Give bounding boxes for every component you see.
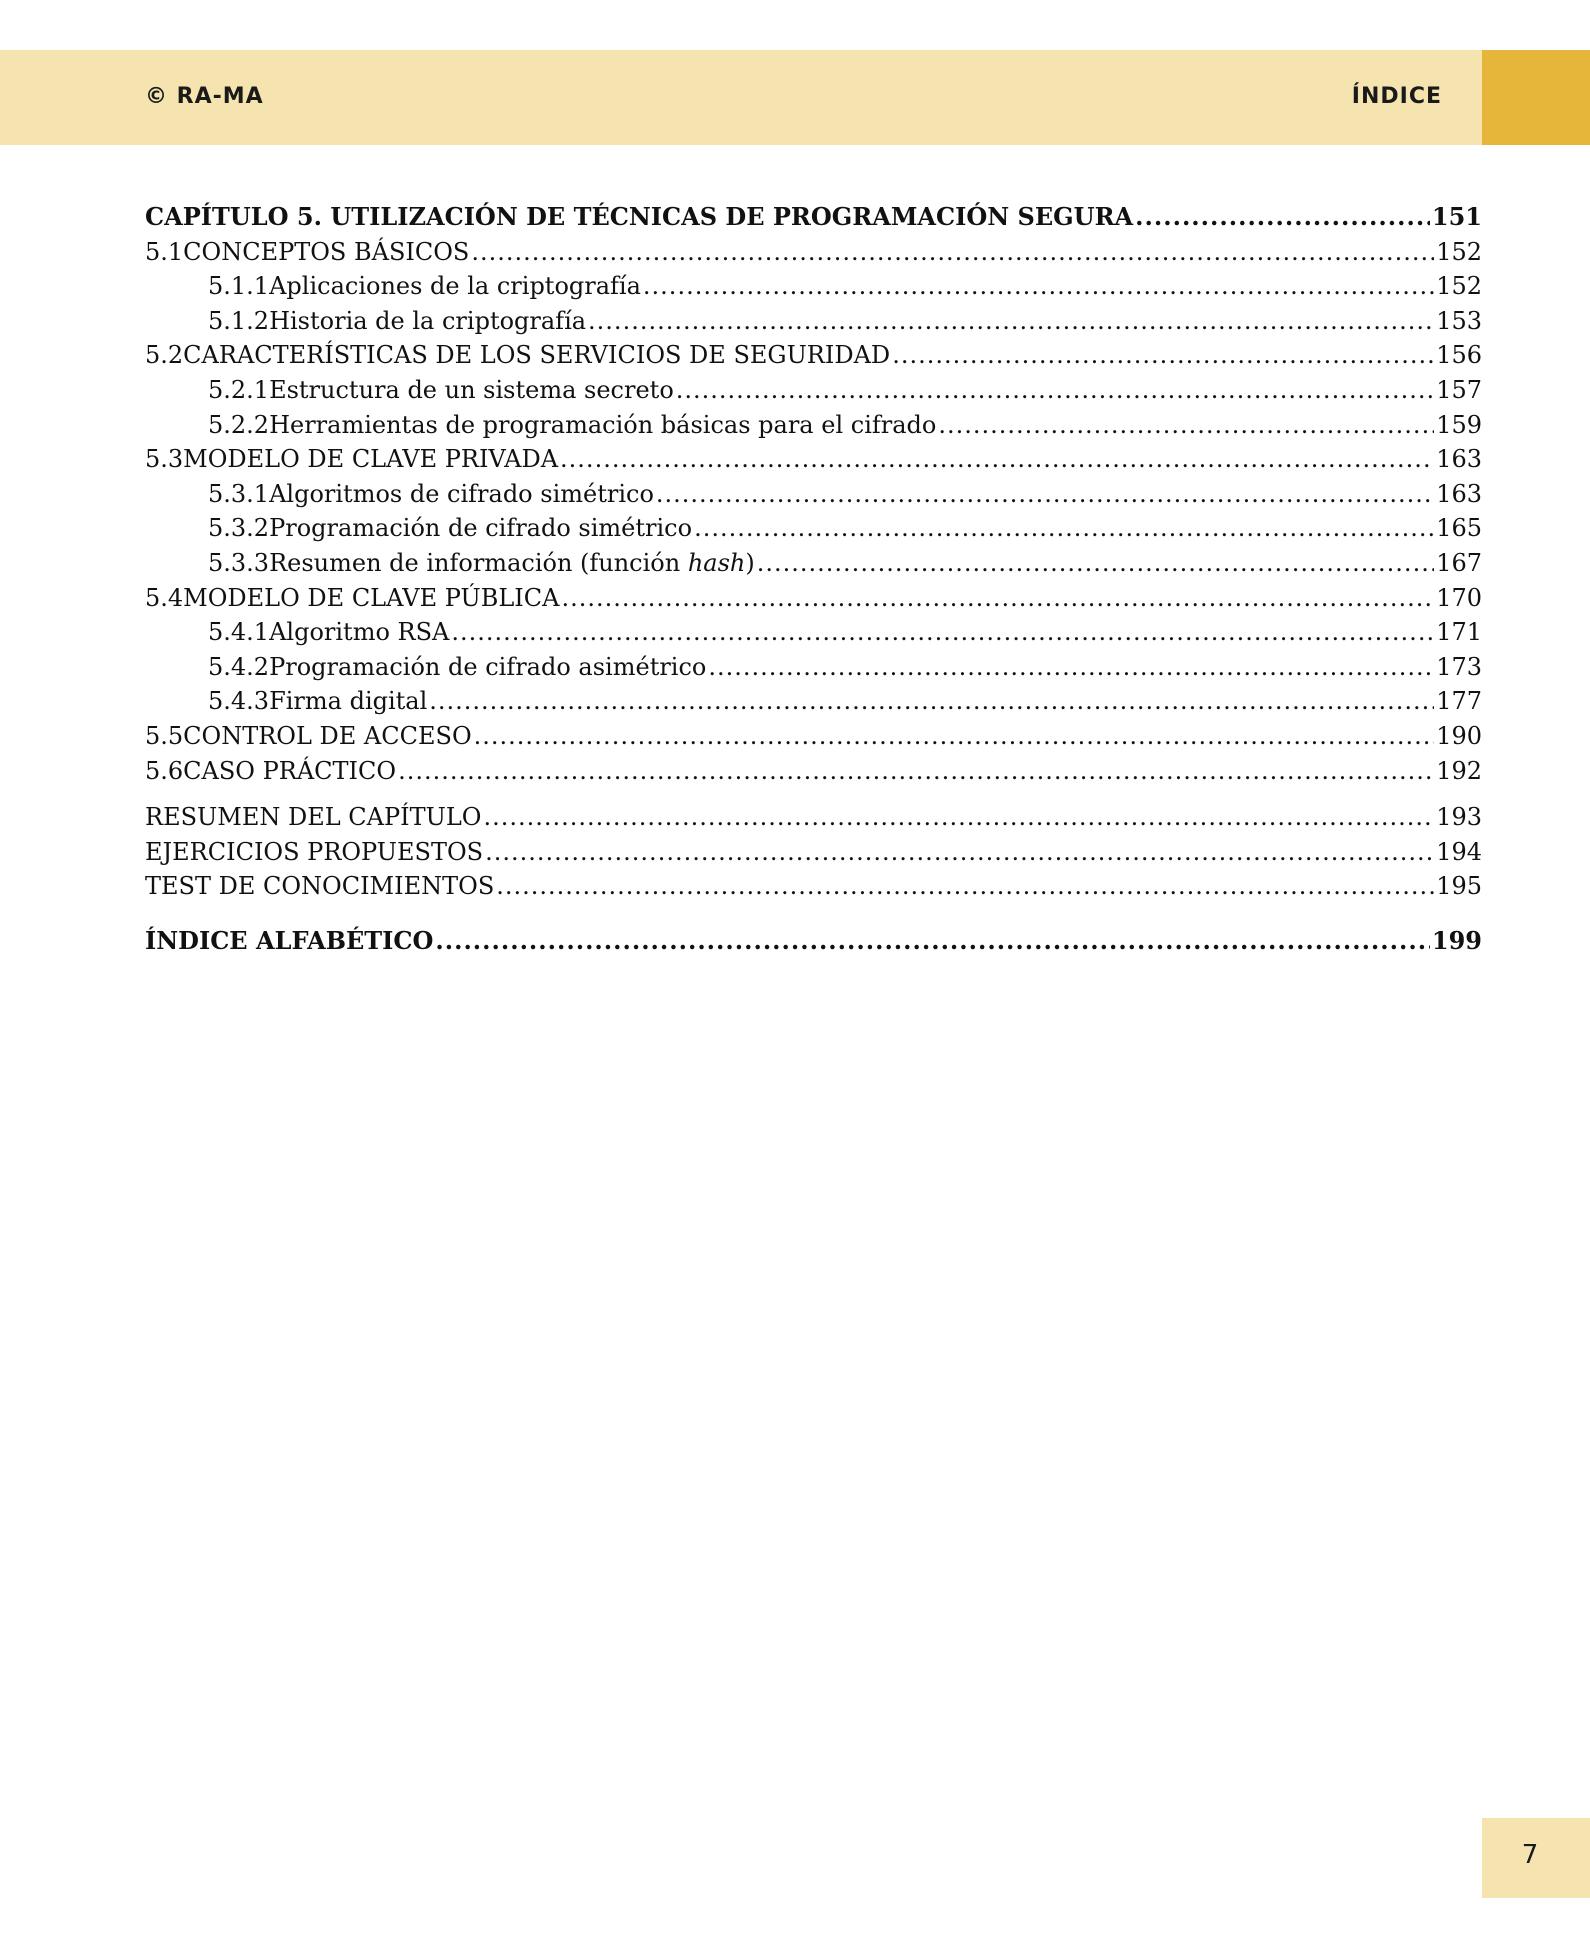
dot-leader — [694, 511, 1434, 546]
toc-entry-5-2-1[interactable] — [145, 373, 1482, 408]
toc-title: Herramientas de programación básicas para el cifrado — [269, 410, 937, 439]
dot-leader — [588, 304, 1434, 339]
toc-title: Historia de la criptografía — [269, 306, 587, 335]
toc-title: Algoritmo RSA — [269, 618, 450, 647]
toc-number: 5.4.2 — [208, 652, 270, 681]
toc-page: 194 — [1436, 837, 1482, 866]
toc-entry-5-4-3[interactable] — [145, 684, 1482, 719]
toc-entry-resumen[interactable] — [145, 800, 1482, 835]
toc-title: RESUMEN DEL CAPÍTULO — [145, 803, 482, 832]
dot-leader — [656, 477, 1434, 512]
dot-leader — [451, 615, 1434, 650]
toc-page: 165 — [1436, 514, 1482, 543]
toc-page: 171 — [1436, 618, 1482, 647]
toc-page: 163 — [1436, 445, 1482, 474]
toc-page: 170 — [1436, 583, 1482, 612]
toc-entry-5-6[interactable] — [145, 754, 1482, 789]
page-number: 7 — [1521, 1840, 1539, 1870]
toc-page: 159 — [1436, 410, 1482, 439]
toc-entry-5-3[interactable] — [145, 442, 1482, 477]
toc-entry-ejercicios[interactable] — [145, 835, 1482, 870]
toc-number: 5.3.1 — [208, 479, 270, 508]
toc-page: 173 — [1436, 652, 1482, 681]
toc-entry-5-4[interactable] — [145, 581, 1482, 616]
toc-number: 5.4.3 — [208, 687, 270, 716]
toc-page: 156 — [1436, 341, 1482, 370]
toc-page: 177 — [1436, 687, 1482, 716]
header-accent-block — [1482, 50, 1590, 145]
publisher-label: © RA-MA — [145, 84, 264, 109]
toc-title: Programación de cifrado simétrico — [269, 514, 693, 543]
toc-title: ÍNDICE ALFABÉTICO — [145, 925, 434, 955]
toc-entry-indice-alfabetico[interactable] — [145, 924, 1482, 959]
toc-title: TEST DE CONOCIMIENTOS — [145, 872, 495, 901]
toc-number: 5.3 — [145, 445, 184, 474]
toc-page: 163 — [1436, 479, 1482, 508]
dot-leader — [429, 684, 1434, 719]
toc-title: MODELO DE CLAVE PÚBLICA — [183, 583, 560, 612]
toc-number: 5.6 — [145, 756, 184, 785]
toc-title-part: Resumen de información (función — [269, 548, 688, 577]
toc-entry-5-4-1[interactable] — [145, 615, 1482, 650]
dot-leader — [496, 869, 1434, 904]
toc-number: 5.2 — [145, 341, 184, 370]
table-of-contents — [145, 200, 1482, 958]
toc-number: 5.3.3 — [208, 548, 270, 577]
toc-title: CASO PRÁCTICO — [183, 756, 397, 785]
toc-number: 5.2.1 — [208, 375, 270, 404]
dot-leader — [483, 800, 1434, 835]
dot-leader — [1135, 200, 1430, 235]
toc-chapter-heading[interactable] — [145, 200, 1482, 235]
dot-leader — [892, 338, 1434, 373]
toc-title: Programación de cifrado asimétrico — [269, 652, 707, 681]
toc-number: 5.4.1 — [208, 618, 270, 647]
toc-entry-5-3-2[interactable] — [145, 511, 1482, 546]
toc-number: 5.1 — [145, 237, 184, 266]
dot-leader — [708, 650, 1434, 685]
toc-entry-5-4-2[interactable] — [145, 650, 1482, 685]
toc-title-end: ) — [745, 548, 755, 577]
dot-leader — [938, 408, 1434, 443]
toc-title: CARACTERÍSTICAS DE LOS SERVICIOS DE SEGURIDAD — [183, 341, 891, 370]
toc-title-italic: hash — [687, 548, 746, 577]
toc-title: Firma digital — [269, 687, 428, 716]
toc-title: CONTROL DE ACCESO — [183, 721, 472, 750]
toc-page: 152 — [1436, 237, 1482, 266]
toc-page: 167 — [1436, 548, 1482, 577]
toc-page: 190 — [1436, 721, 1482, 750]
toc-title: Algoritmos de cifrado simétrico — [269, 479, 654, 508]
toc-title: MODELO DE CLAVE PRIVADA — [183, 445, 559, 474]
dot-leader — [398, 754, 1434, 789]
toc-page: 151 — [1431, 202, 1482, 231]
dot-leader — [471, 235, 1434, 270]
toc-title: Aplicaciones de la criptografía — [269, 272, 641, 301]
toc-title: EJERCICIOS PROPUESTOS — [145, 837, 484, 866]
toc-title: CONCEPTOS BÁSICOS — [183, 237, 470, 266]
toc-number: 5.5 — [145, 721, 184, 750]
toc-page: 199 — [1431, 925, 1482, 955]
toc-number: 5.1.2 — [208, 306, 270, 335]
toc-number: 5.4 — [145, 583, 184, 612]
dot-leader — [560, 442, 1434, 477]
toc-page: 193 — [1436, 803, 1482, 832]
toc-page: 153 — [1436, 306, 1482, 335]
toc-entry-5-1[interactable] — [145, 235, 1482, 270]
toc-entry-5-1-2[interactable] — [145, 304, 1482, 339]
toc-entry-5-5[interactable] — [145, 719, 1482, 754]
toc-entry-5-3-3[interactable] — [145, 546, 1482, 581]
toc-title — [269, 546, 755, 581]
toc-number: 5.1.1 — [208, 272, 270, 301]
toc-number: 5.3.2 — [208, 514, 270, 543]
toc-entry-5-1-1[interactable] — [145, 269, 1482, 304]
dot-leader — [474, 719, 1435, 754]
dot-leader — [561, 581, 1434, 616]
toc-entry-5-2-2[interactable] — [145, 408, 1482, 443]
toc-title: CAPÍTULO 5. UTILIZACIÓN DE TÉCNICAS DE PROGRAMACIÓN SEGURA — [145, 202, 1134, 231]
toc-entry-5-2[interactable] — [145, 338, 1482, 373]
toc-page: 192 — [1436, 756, 1482, 785]
section-label: ÍNDICE — [1351, 84, 1442, 109]
dot-leader — [757, 546, 1434, 581]
toc-page: 157 — [1436, 375, 1482, 404]
dot-leader — [485, 835, 1434, 870]
toc-title: Estructura de un sistema secreto — [269, 375, 674, 404]
toc-page: 152 — [1436, 272, 1482, 301]
dot-leader — [643, 269, 1434, 304]
toc-entry-5-3-1[interactable] — [145, 477, 1482, 512]
dot-leader — [435, 924, 1430, 959]
dot-leader — [676, 373, 1434, 408]
toc-entry-test[interactable] — [145, 869, 1482, 904]
toc-page: 195 — [1436, 872, 1482, 901]
toc-number: 5.2.2 — [208, 410, 270, 439]
